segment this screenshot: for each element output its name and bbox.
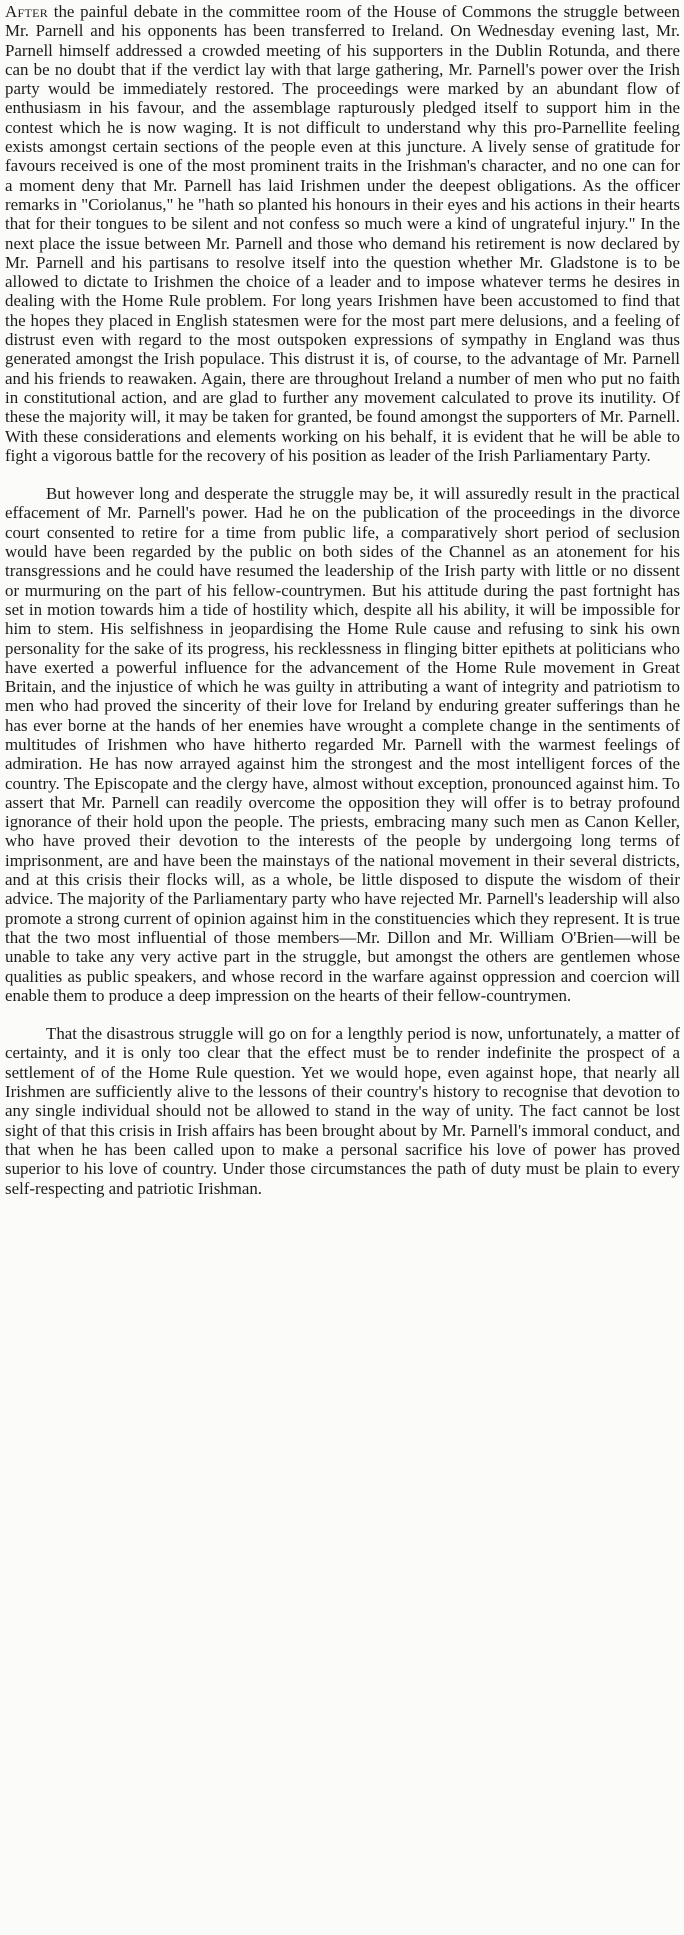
lead-word: After bbox=[5, 2, 49, 21]
article-paragraph-1 bbox=[5, 2, 680, 465]
article-paragraph-2: But however long and desperate the struggle may be, it will assuredly result in the practical effacement of Mr. Parnell's power. Had he on the publication of the proceedings in the divorce court consented to retire for a time from public life, a comparatively short period of seclusion would have been regarded by the public on both sides of the Channel as an atonement for his transgressions and he could have resumed the leadership of the Irish party with little or no dissent or murmuring on the part of his fellow-countrymen. But his attitude during the past fortnight has set in motion towards him a tide of hostility which, despite all his ability, it will be impossible for him to stem. His selfishness in jeopardising the Home Rule cause and refusing to sink his own personality for the sake of its progress, his recklessness in flinging bitter epithets at politicians who have exerted a powerful influence for the advancement of the Home Rule movement in Great Britain, and the injustice of which he was guilty in attributing a want of integrity and patriotism to men who had proved the sincerity of their love for Ireland by enduring greater sufferings than he has ever borne at the hands of her enemies have wrought a complete change in the sentiments of multitudes of Irishmen who have hitherto regarded Mr. Parnell with the warmest feelings of admiration. He has now arrayed against him the strongest and the most intelligent forces of the country. The Episcopate and the clergy have, almost without exception, pronounced against him. To assert that Mr. Parnell can readily overcome the opposition they will offer is to betray profound ignorance of their hold upon the people. The priests, embracing many such men as Canon Keller, who have proved their devotion to the interests of the people by undergoing long terms of imprisonment, are and have been the mainstays of the national movement in their several districts, and at this crisis their flocks will, as a whole, be little disposed to dispute the wisdom of their advice. The majority of the Parliamentary party who have rejected Mr. Parnell's leadership will also promote a strong current of opinion against him in the constituencies which they represent. It is true that the two most influential of those members—Mr. Dillon and Mr. William O'Brien—will be unable to take any very active part in the struggle, but amongst the others are gentlemen whose qualities as public speakers, and whose record in the warfare against oppression and coercion will enable them to produce a deep impression on the hearts of their fellow-countrymen. bbox=[5, 484, 680, 1005]
paragraph-1-text: the painful debate in the committee room of the House of Commons the struggle between Mr. Parnell and his opponents has been transferred to Ireland. On Wednesday evening last, Mr. Parnell himself addressed a crowded meeting of his supporters in the Dublin Rotunda, and there can be no doubt that if the verdict lay with that large gathering, Mr. Parnell's power over the Irish party would be immediately restored. The proceedings were marked by an abundant flow of enthusiasm in his favour, and the assemblage rapturously pledged itself to support him in the contest which he is now waging. It is not difficult to understand why this pro-Parnellite feeling exists amongst certain sections of the people even at this juncture. A lively sense of gratitude for favours received is one of the most prominent traits in the Irishman's character, and no one can for a moment deny that Mr. Parnell has laid Irishmen under the deepest obligations. As the officer remarks in "Coriolanus," he "hath so planted his honours in their eyes and his actions in their hearts that for their tongues to be silent and not confess so much were a kind of ungrateful injury." In the next place the issue between Mr. Parnell and those who demand his retirement is now declared by Mr. Parnell and his partisans to resolve itself into the question whether Mr. Gladstone is to be allowed to dictate to Irishmen the choice of a leader and to impose whatever terms he desires in dealing with the Home Rule problem. For long years Irishmen have been accustomed to find that the hopes they placed in English statesmen were for the most part mere delusions, and a feeling of distrust even with regard to the most outspoken expressions of sympathy in England was thus generated amongst the Irish populace. This distrust it is, of course, to the advantage of Mr. Parnell and his friends to reawaken. Again, there are throughout Ireland a number of men who put no faith in constitutional action, and are glad to further any movement calculated to prove its inutility. Of these the majority will, it may be taken for granted, be found amongst the supporters of Mr. Parnell. With these considerations and elements working on his behalf, it is evident that he will be able to fight a vigorous battle for the recovery of his position as leader of the Irish Parliamentary Party. bbox=[5, 2, 680, 465]
article-paragraph-3: That the disastrous struggle will go on for a lengthly period is now, unfortunately, a matter of certainty, and it is only too clear that the effect must be to render indefinite the prospect of a settlement of of the Home Rule question. Yet we would hope, even against hope, that nearly all Irishmen are sufficiently alive to the lessons of their country's history to recognise that devotion to any single individual should not be allowed to stand in the way of unity. The fact cannot be lost sight of that this crisis in Irish affairs has been brought about by Mr. Parnell's immoral conduct, and that when he has been called upon to make a personal sacrifice his love of power has proved superior to his love of country. Under those circumstances the path of duty must be plain to every self-respecting and patriotic Irishman. bbox=[5, 1024, 680, 1198]
article-column bbox=[5, 2, 680, 1198]
